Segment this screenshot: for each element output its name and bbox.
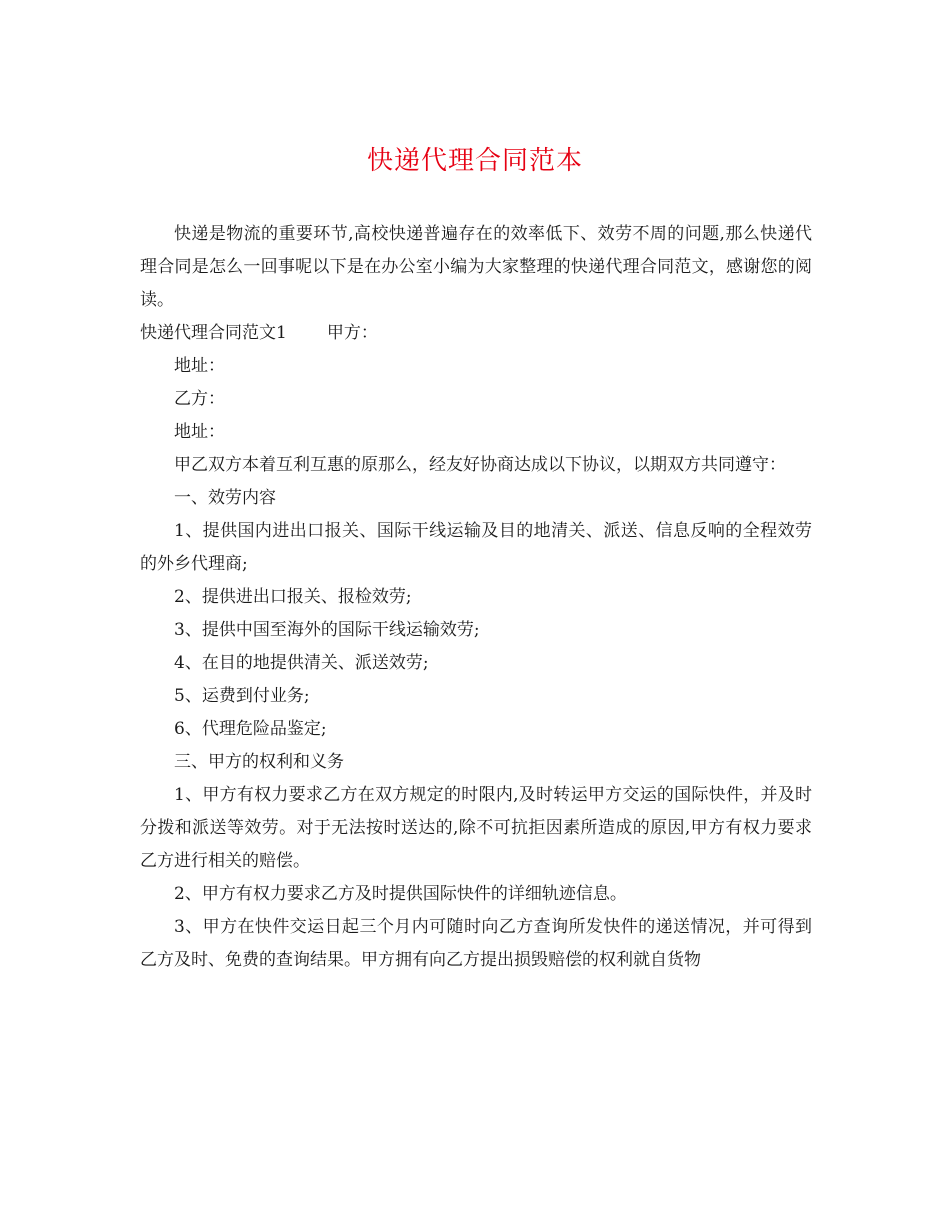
sample-heading: 快递代理合同范文1: [140, 323, 287, 343]
party-a-label: 甲方：: [326, 323, 378, 343]
section1-item: 3、提供中国至海外的国际干线运输效劳;: [174, 620, 480, 640]
section1-item: 5、运费到付业务;: [174, 686, 310, 706]
section1-item: 6、代理危险品鉴定;: [174, 719, 327, 739]
section1-item: 1、提供国内进出口报关、国际干线运输及目的地清关、派送、信息反响的全程效劳的外乡代理商;: [140, 521, 812, 574]
section3-title: 三、甲方的权利和义务: [174, 752, 344, 772]
address-b: 地址：: [174, 422, 225, 442]
section1-title: 一、效劳内容: [174, 488, 276, 508]
address-a: 地址：: [174, 356, 225, 376]
document-title: 快递代理合同范本: [366, 146, 583, 176]
sample-heading-line: [140, 317, 812, 350]
section3-item: 1、甲方有权力要求乙方在双方规定的时限内,及时转运甲方交运的国际快件，并及时分拨和派送等效劳。对于无法按时送达的,除不可抗拒因素所造成的原因,甲方有权力要求乙方进行相关的赔偿。: [140, 785, 812, 871]
document-body: [140, 218, 812, 977]
section1-item: 4、在目的地提供清关、派送效劳;: [174, 653, 429, 673]
party-b-label: 乙方：: [174, 389, 225, 409]
section3-item: 2、甲方有权力要求乙方及时提供国际快件的详细轨迹信息。: [174, 884, 627, 904]
intro-paragraph: 快递是物流的重要环节,高校快递普遍存在的效率低下、效劳不周的问题,那么快递代理合同是怎么一回事呢以下是在办公室小编为大家整理的快递代理合同范文，感谢您的阅读。: [140, 224, 812, 310]
section1-item: 2、提供进出口报关、报检效劳;: [174, 587, 412, 607]
preamble-paragraph: 甲乙双方本着互利互惠的原那么，经友好协商达成以下协议，以期双方共同遵守：: [174, 455, 786, 475]
section3-item: 3、甲方在快件交运日起三个月内可随时向乙方查询所发快件的递送情况，并可得到乙方及时、免费的查询结果。甲方拥有向乙方提出损毁赔偿的权利就自货物: [140, 917, 812, 970]
